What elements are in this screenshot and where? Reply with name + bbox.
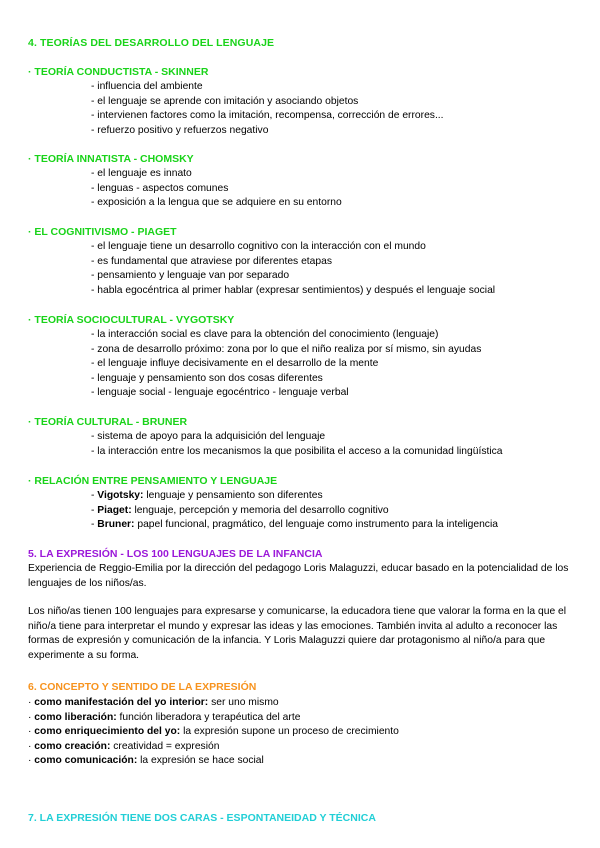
list-item bbox=[28, 696, 399, 711]
item-text: función liberadora y terapéutica del arte bbox=[116, 711, 301, 723]
list-item: - el lenguaje tiene un desarrollo cognitivo con la interacción con el mundo bbox=[91, 241, 426, 252]
theory-cognitivismo bbox=[28, 225, 588, 298]
theory-conductista bbox=[28, 65, 588, 138]
list-item: - refuerzo positivo y refuerzos negativo bbox=[91, 124, 269, 136]
theory-heading: · TEORÍA CULTURAL - BRUNER bbox=[28, 416, 188, 428]
item-text: la expresión supone un proceso de crecimiento bbox=[180, 726, 399, 738]
theory-items bbox=[28, 328, 588, 401]
relation-heading: · RELACIÓN ENTRE PENSAMIENTO Y LENGUAJE bbox=[28, 475, 278, 487]
item-prefix: · bbox=[28, 726, 35, 738]
item-text: lenguaje y pensamiento son diferentes bbox=[143, 490, 323, 501]
theory-heading: · TEORÍA CONDUCTISTA - SKINNER bbox=[28, 66, 209, 78]
item-text: papel funcional, pragmático, del lenguaje como instrumento para la inteligencia bbox=[134, 519, 498, 531]
list-item: - habla egocéntrica al primer hablar (expresar sentimientos) y después el lenguaje social bbox=[91, 284, 496, 296]
theory-sociocultural bbox=[28, 313, 588, 401]
theory-heading: · TEORÍA INNATISTA - CHOMSKY bbox=[28, 153, 194, 165]
list-item: - exposición a la lengua que se adquiere en su entorno bbox=[91, 197, 342, 209]
list-item bbox=[91, 504, 588, 519]
list-item: - sistema de apoyo para la adquisición del lenguaje bbox=[91, 431, 326, 442]
list-item: - el lenguaje se aprende con imitación y asociando objetos bbox=[91, 95, 359, 107]
item-text: la expresión se hace social bbox=[137, 755, 264, 767]
list-item bbox=[91, 518, 588, 533]
section-5-paragraph-1: Experiencia de Reggio-Emilia por la dirección del pedagogo Loris Malaguzzi, educar basado en la potencialidad de los lenguajes de los niños/as. bbox=[28, 563, 569, 589]
item-prefix: - bbox=[91, 504, 98, 516]
relation-section bbox=[28, 474, 588, 533]
section-7-title: 7. LA EXPRESIÓN TIENE DOS CARAS - ESPONTANEIDAD Y TÉCNICA bbox=[28, 812, 376, 824]
list-item bbox=[91, 489, 588, 504]
section-5-title: 5. LA EXPRESIÓN - LOS 100 LENGUAJES DE LA INFANCIA bbox=[28, 548, 323, 560]
theory-heading: · TEORÍA SOCIOCULTURAL - VYGOTSKY bbox=[28, 314, 235, 326]
list-item: - lenguaje social - lenguaje egocéntrico - lenguaje verbal bbox=[91, 387, 349, 399]
item-term: como manifestación del yo interior: bbox=[34, 697, 209, 708]
item-prefix: · bbox=[28, 711, 35, 723]
item-term: Vigotsky: bbox=[97, 490, 144, 501]
item-text: lenguaje, percepción y memoria del desarrollo cognitivo bbox=[131, 504, 389, 516]
theory-items bbox=[28, 240, 588, 298]
list-item bbox=[28, 754, 399, 769]
relation-items bbox=[28, 489, 588, 533]
theory-items bbox=[28, 430, 588, 459]
list-item: - la interacción entre los mecanismos la que posibilita el acceso a la comunidad lingüística bbox=[91, 445, 503, 457]
list-item: - pensamiento y lenguaje van por separado bbox=[91, 270, 290, 282]
item-prefix: · bbox=[28, 697, 35, 708]
list-item: - es fundamental que atraviese por diferentes etapas bbox=[91, 255, 332, 267]
list-item bbox=[28, 740, 399, 755]
item-term: como creación: bbox=[34, 740, 111, 752]
theory-cultural bbox=[28, 415, 588, 459]
list-item: - lenguas - aspectos comunes bbox=[91, 182, 229, 194]
item-term: como comunicación: bbox=[34, 755, 138, 767]
list-item bbox=[28, 725, 399, 740]
item-prefix: · bbox=[28, 755, 35, 767]
item-text: creatividad = expresión bbox=[110, 740, 220, 752]
section-5-paragraph-2: Los niño/as tienen 100 lenguajes para expresarse y comunicarse, la educadora tiene que valorar la forma en la que el niño/a tiene para interpretar el mundo y expresar las ideas y las emociones. También invita al adulto a reconocer las formas de expresión y comunicación de la infancia. Y Loris Malaguzzi quiere dar protagonismo al niño/a para que experimente a su forma. bbox=[28, 606, 567, 661]
list-item: - la interacción social es clave para la obtención del conocimiento (lenguaje) bbox=[91, 329, 439, 340]
item-term: como enriquecimiento del yo: bbox=[34, 726, 181, 738]
list-item bbox=[28, 711, 399, 726]
theory-heading: · EL COGNITIVISMO - PIAGET bbox=[28, 226, 177, 238]
item-term: Bruner: bbox=[97, 519, 135, 531]
item-prefix: - bbox=[91, 519, 98, 531]
list-item: - lenguaje y pensamiento son dos cosas diferentes bbox=[91, 372, 323, 384]
theory-items bbox=[28, 167, 588, 211]
list-item: - influencia del ambiente bbox=[91, 81, 203, 92]
list-item: - intervienen factores como la imitación, recompensa, corrección de errores... bbox=[91, 110, 444, 122]
section-6-items bbox=[28, 696, 399, 769]
section-4-title: 4. TEORÍAS DEL DESARROLLO DEL LENGUAJE bbox=[28, 37, 275, 49]
list-item: - el lenguaje influye decisivamente en el desarrollo de la mente bbox=[91, 358, 379, 370]
section-6-title: 6. CONCEPTO Y SENTIDO DE LA EXPRESIÓN bbox=[28, 681, 257, 693]
item-term: como liberación: bbox=[34, 711, 117, 723]
theory-innatista bbox=[28, 152, 588, 211]
item-term: Piaget: bbox=[97, 504, 132, 516]
list-item: - zona de desarrollo próximo: zona por lo que el niño realiza por sí mismo, sin ayudas bbox=[91, 343, 482, 355]
item-prefix: · bbox=[28, 740, 35, 752]
theory-items bbox=[28, 80, 588, 138]
list-item: - el lenguaje es innato bbox=[91, 168, 192, 179]
item-prefix: - bbox=[91, 490, 98, 501]
item-text: ser uno mismo bbox=[208, 697, 279, 708]
